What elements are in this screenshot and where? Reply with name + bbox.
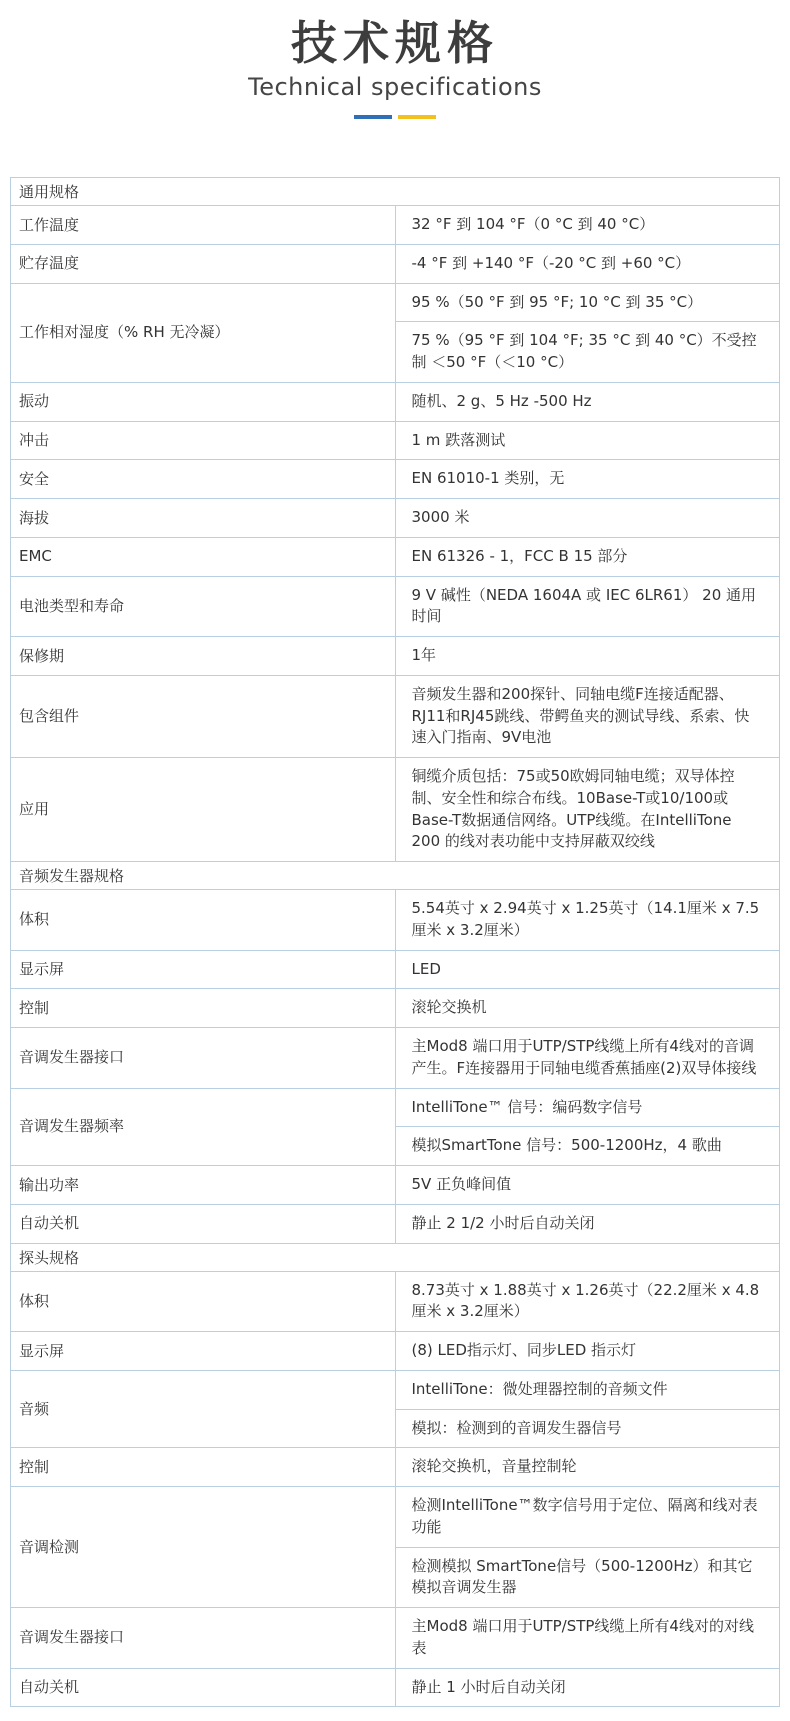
spec-label: 控制 (11, 1448, 396, 1487)
spec-row (11, 1332, 780, 1371)
spec-value: 滚轮交换机 (395, 989, 780, 1028)
spec-label: 电池类型和寿命 (11, 576, 396, 637)
spec-label: 控制 (11, 989, 396, 1028)
spec-row (11, 950, 780, 989)
spec-value: 32 °F 到 104 °F（0 °C 到 40 °C） (395, 206, 780, 245)
spec-section-header: 探头规格 (11, 1243, 780, 1271)
spec-row (11, 1028, 780, 1089)
spec-label: 保修期 (11, 637, 396, 676)
spec-value: (8) LED指示灯、同步LED 指示灯 (395, 1332, 780, 1371)
spec-row (11, 576, 780, 637)
spec-label: 体积 (11, 890, 396, 951)
spec-row (11, 283, 780, 322)
accent-bar-blue (354, 115, 392, 119)
spec-row (11, 1166, 780, 1205)
spec-value: IntelliTone™ 信号：编码数字信号 (395, 1088, 780, 1127)
spec-row (11, 675, 780, 757)
spec-value: 模拟：检测到的音调发生器信号 (395, 1409, 780, 1448)
spec-value: 1 m 跌落测试 (395, 421, 780, 460)
spec-label: 显示屏 (11, 1332, 396, 1371)
spec-value: 75 %（95 °F 到 104 °F; 35 °C 到 40 °C）不受控制 ＜50 °F（＜10 °C） (395, 322, 780, 383)
spec-label: 振动 (11, 382, 396, 421)
spec-value: 模拟SmartTone 信号：500-1200Hz，4 歌曲 (395, 1127, 780, 1166)
spec-value: 主Mod8 端口用于UTP/STP线缆上所有4线对的对线表 (395, 1608, 780, 1669)
spec-row (11, 890, 780, 951)
spec-value: 1年 (395, 637, 780, 676)
spec-label: 安全 (11, 460, 396, 499)
spec-label: 自动关机 (11, 1668, 396, 1707)
spec-value: 5.54英寸 x 2.94英寸 x 1.25英寸（14.1厘米 x 7.5厘米 x 3.2厘米） (395, 890, 780, 951)
spec-section-header: 音频发生器规格 (11, 862, 780, 890)
spec-label: 自动关机 (11, 1204, 396, 1243)
spec-value: 5V 正负峰间值 (395, 1166, 780, 1205)
spec-value: 3000 米 (395, 499, 780, 538)
spec-label: 冲击 (11, 421, 396, 460)
spec-row (11, 1668, 780, 1707)
spec-row (11, 537, 780, 576)
spec-value: 95 %（50 °F 到 95 °F; 10 °C 到 35 °C） (395, 283, 780, 322)
spec-value: 铜缆介质包括：75或50欧姆同轴电缆；双导体控制、安全性和综合布线。10Base-T或10/100或Base-T数据通信网络。UTP线缆。在IntelliTone 200 的线对表功能中支持屏蔽双绞线 (395, 758, 780, 862)
spec-value: -4 °F 到 +140 °F（-20 °C 到 +60 °C） (395, 244, 780, 283)
spec-row (11, 1487, 780, 1548)
spec-label: 工作温度 (11, 206, 396, 245)
spec-table (10, 177, 780, 1707)
spec-value: 检测IntelliTone™数字信号用于定位、隔离和线对表功能 (395, 1487, 780, 1548)
spec-value: 主Mod8 端口用于UTP/STP线缆上所有4线对的音调产生。F连接器用于同轴电缆香蕉插座(2)双导体接线 (395, 1028, 780, 1089)
page-header (0, 0, 790, 119)
spec-row (11, 499, 780, 538)
spec-label: 音调发生器接口 (11, 1028, 396, 1089)
spec-row (11, 989, 780, 1028)
spec-row (11, 1608, 780, 1669)
spec-row (11, 758, 780, 862)
spec-label: EMC (11, 537, 396, 576)
spec-label: 工作相对湿度（% RH 无冷凝） (11, 283, 396, 382)
spec-value: 9 V 碱性（NEDA 1604A 或 IEC 6LR61） 20 通用时间 (395, 576, 780, 637)
spec-row (11, 1448, 780, 1487)
spec-value: 检测模拟 SmartTone信号（500-1200Hz）和其它模拟音调发生器 (395, 1547, 780, 1608)
spec-row (11, 1370, 780, 1409)
spec-label: 贮存温度 (11, 244, 396, 283)
accent-bar-yellow (398, 115, 436, 119)
spec-label: 海拔 (11, 499, 396, 538)
spec-label: 音调发生器接口 (11, 1608, 396, 1669)
spec-value: EN 61010-1 类别，无 (395, 460, 780, 499)
spec-label: 音频 (11, 1370, 396, 1448)
spec-value: 音频发生器和200探针、同轴电缆F连接适配器、RJ11和RJ45跳线、带鳄鱼夹的测试导线、系索、快速入门指南、9V电池 (395, 675, 780, 757)
page-subtitle: Technical specifications (248, 73, 542, 102)
spec-value: EN 61326 - 1，FCC B 15 部分 (395, 537, 780, 576)
spec-row (11, 206, 780, 245)
spec-label: 显示屏 (11, 950, 396, 989)
spec-value: IntelliTone：微处理器控制的音频文件 (395, 1370, 780, 1409)
spec-row (11, 421, 780, 460)
spec-value: 滚轮交换机，音量控制轮 (395, 1448, 780, 1487)
spec-value: LED (395, 950, 780, 989)
spec-row (11, 382, 780, 421)
spec-label: 包含组件 (11, 675, 396, 757)
spec-value: 随机、2 g、5 Hz -500 Hz (395, 382, 780, 421)
spec-label: 输出功率 (11, 1166, 396, 1205)
spec-row (11, 244, 780, 283)
spec-row (11, 1204, 780, 1243)
spec-row (11, 460, 780, 499)
page-title: 技术规格 (291, 16, 499, 70)
spec-value: 8.73英寸 x 1.88英寸 x 1.26英寸（22.2厘米 x 4.8厘米 x 3.2厘米） (395, 1271, 780, 1332)
spec-label: 体积 (11, 1271, 396, 1332)
spec-row (11, 1088, 780, 1127)
spec-row (11, 1271, 780, 1332)
spec-label: 应用 (11, 758, 396, 862)
accent-bars (0, 115, 790, 119)
spec-label: 音调发生器频率 (11, 1088, 396, 1166)
spec-section-header: 通用规格 (11, 178, 780, 206)
spec-value: 静止 2 1/2 小时后自动关闭 (395, 1204, 780, 1243)
spec-label: 音调检测 (11, 1487, 396, 1608)
spec-value: 静止 1 小时后自动关闭 (395, 1668, 780, 1707)
spec-row (11, 637, 780, 676)
